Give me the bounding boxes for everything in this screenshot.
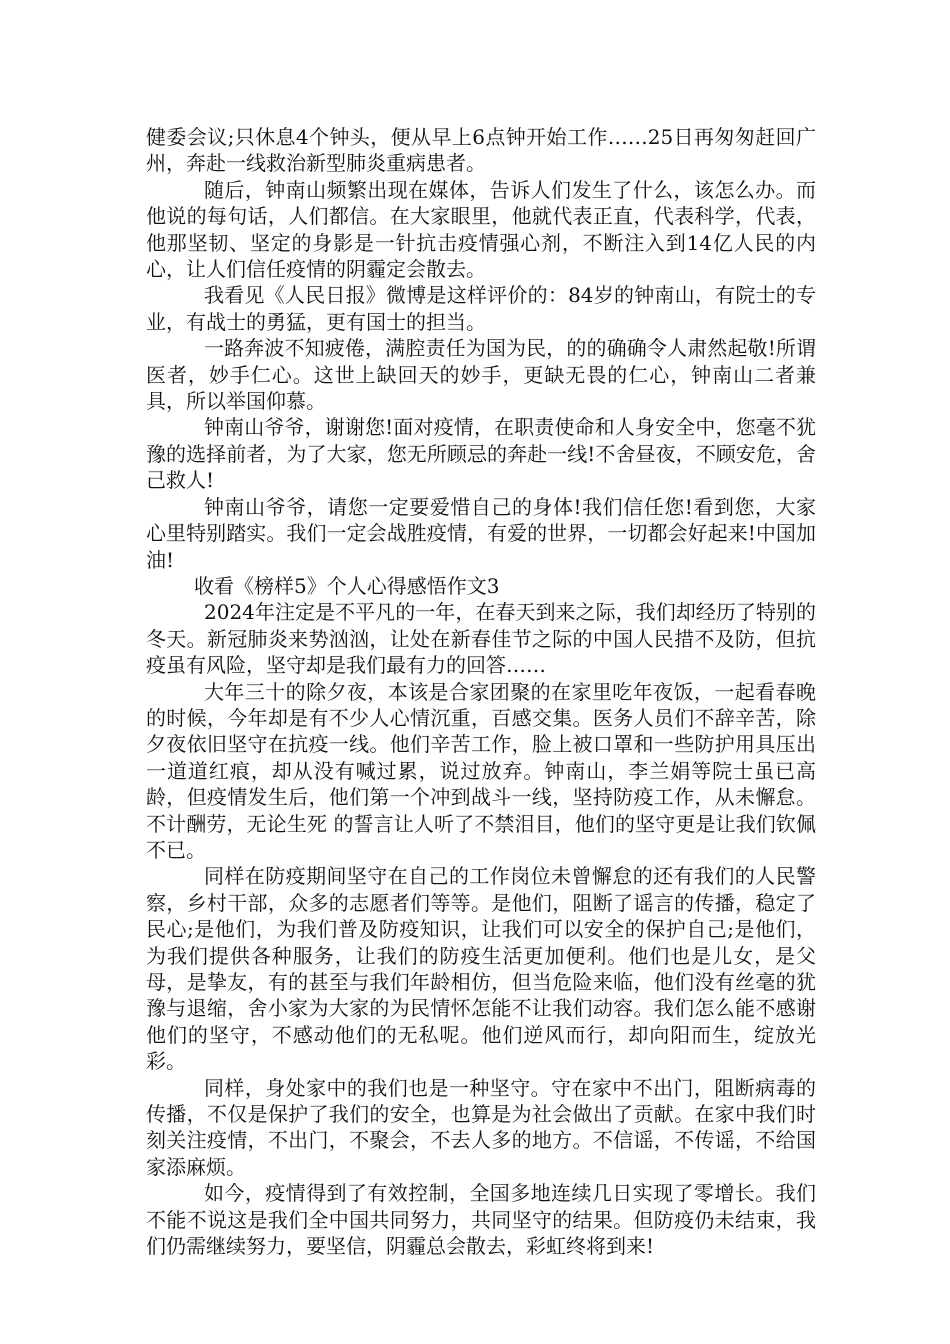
paragraph-3: 我看见《人民日报》微博是这样评价的：84岁的钟南山，有院士的专业，有战士的勇猛，更有国士的担当。 <box>146 283 816 334</box>
section-heading: 收看《榜样5》个人心得感悟作文3 <box>194 573 500 598</box>
paragraph-1: 健委会议;只休息4个钟头，便从早上6点钟开始工作……25日再匆匆赶回广州，奔赴一线救治新型肺炎重病患者。 <box>146 125 816 176</box>
paragraph-11: 如今，疫情得到了有效控制，全国多地连续几日实现了零增长。我们不能不说这是我们全中国共同努力，共同坚守的结果。但防疫仍未结束，我们仍需继续努力，要坚信，阴霾总会散去，彩虹终将到来! <box>146 1181 816 1259</box>
paragraph-10: 同样，身处家中的我们也是一种坚守。守在家中不出门，阻断病毒的传播，不仅是保护了我们的安全，也算是为社会做出了贡献。在家中我们时刻关注疫情，不出门，不聚会，不去人多的地方。不信谣，不传谣，不给国家添麻烦。 <box>146 1075 816 1179</box>
paragraph-4: 一路奔波不知疲倦，满腔责任为国为民，的的确确令人肃然起敬!所谓医者，妙手仁心。这世上缺回天的妙手，更缺无畏的仁心，钟南山二者兼具，所以举国仰慕。 <box>146 336 816 414</box>
paragraph-6: 钟南山爷爷，请您一定要爱惜自己的身体!我们信任您!看到您，大家心里特别踏实。我们一定会战胜疫情，有爱的世界，一切都会好起来!中国加油! <box>146 494 816 572</box>
paragraph-7: 2024年注定是不平凡的一年，在春天到来之际，我们却经历了特别的冬天。新冠肺炎来势汹汹，让处在新春佳节之际的中国人民措不及防，但抗疫虽有风险，坚守却是我们最有力的回答…… <box>146 600 816 678</box>
document-page <box>146 124 816 1259</box>
paragraph-2: 随后，钟南山频繁出现在媒体，告诉人们发生了什么，该怎么办。而他说的每句话，人们都信。在大家眼里，他就代表正直，代表科学，代表，他那坚韧、坚定的身影是一针抗击疫情强心剂，不断注入到14亿人民的内心，让人们信任疫情的阴霾定会散去。 <box>146 177 816 282</box>
paragraph-9: 同样在防疫期间坚守在自己的工作岗位未曾懈怠的还有我们的人民警察，乡村干部，众多的志愿者们等等。是他们，阻断了谣言的传播，稳定了民心;是他们，为我们普及防疫知识，让我们可以安全的保护自己;是他们，为我们提供各种服务，让我们的防疫生活更加便利。他们也是儿女，是父母，是挚友，有的甚至与我们年龄相仿，但当危险来临，他们没有丝毫的犹豫与退缩，舍小家为大家的为民情怀怎能不让我们动容。我们怎么能不感谢他们的坚守，不感动他们的无私呢。他们逆风而行，却向阳而生，绽放光彩。 <box>146 864 816 1074</box>
paragraph-8: 大年三十的除夕夜，本该是合家团聚的在家里吃年夜饭，一起看春晚的时候，今年却是有不少人心情沉重，百感交集。医务人员们不辞辛苦，除夕夜依旧坚守在抗疫一线。他们辛苦工作，脸上被口罩和一些防护用具压出一道道红痕，却从没有喊过累，说过放弃。钟南山，李兰娟等院士虽已高龄，但疫情发生后，他们第一个冲到战斗一线，坚持防疫工作，从未懈怠。 不计酬劳，无论生死 的誓言让人听了不禁泪目，他们的坚守更是让我们钦佩不已。 <box>146 679 816 862</box>
paragraph-5: 钟南山爷爷，谢谢您!面对疫情，在职责使命和人身安全中，您毫不犹豫的选择前者，为了大家，您无所顾忌的奔赴一线!不舍昼夜，不顾安危，舍己救人! <box>146 415 816 493</box>
